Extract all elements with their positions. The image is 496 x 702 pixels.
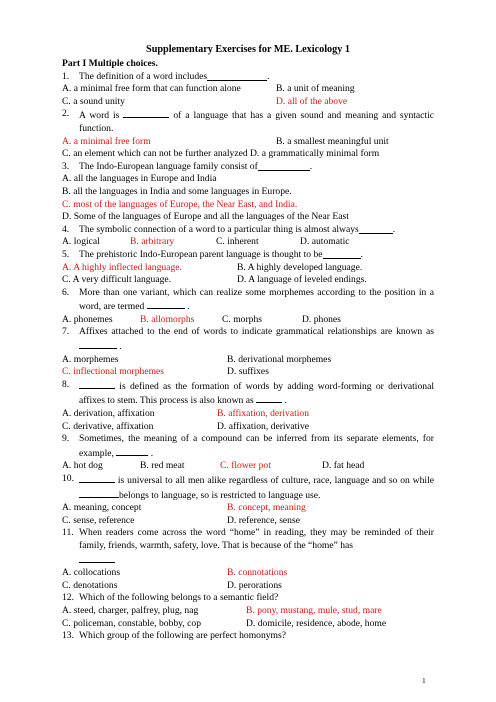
question-12: 12. Which of the following belongs to a semantic field? <box>62 592 279 604</box>
answer-blank <box>79 488 119 498</box>
question-1: 1. The definition of a word includes . <box>62 70 270 82</box>
options-row: A. A highly inflected language. B. A highly developed language. <box>62 261 363 273</box>
question-11: 11. When readers come across the word “home” in reading, they may be reminded of their family, friends, warmth, safety, love. That is because of the “home” has <box>62 527 434 567</box>
answer-blank <box>79 553 115 563</box>
answer-blank <box>79 473 115 483</box>
question-8: 8. is defined as the formation of words by adding word-forming or derivational affixes to stem. This process is also known as . <box>62 378 434 407</box>
correct-option: A. a minimal free form <box>62 135 151 147</box>
correct-option: C. inflectional morphemes <box>62 366 165 378</box>
answer-blank <box>116 446 148 456</box>
correct-option: B. pony, mustang, mule, stud, mare <box>246 604 382 616</box>
part-heading: Part I Multiple choices. <box>62 58 158 69</box>
answer-blank <box>79 339 117 349</box>
correct-option: C. flower pot <box>220 460 271 472</box>
options-row: C. derivative, affixation D. affixation, derivative <box>62 420 309 432</box>
options-row: A. a minimal free form B. a smallest meaningful unit <box>62 135 389 147</box>
options-row: C. A very difficult language. D. A language of leveled endings. <box>62 274 367 286</box>
options-row: A. phonemes B. allomorphs C. morphs D. phones <box>62 313 341 325</box>
exercise-content <box>62 58 434 643</box>
correct-option: B. affixation, derivation <box>217 408 310 420</box>
answer-blank <box>323 249 361 259</box>
options-row: A. logical B. arbitrary C. inherent D. automatic <box>62 236 350 248</box>
question-6: 6. More than one variant, which can realize some morphemes according to the position in a word, are termed . <box>62 286 434 313</box>
correct-option: C. most of the languages of Europe, the Near East, and India. <box>62 198 298 210</box>
page-number: 1 <box>422 676 426 685</box>
correct-option: B. allomorphs <box>140 313 195 325</box>
question-5: 5. The prehistoric Indo-European parent language is thought to be . <box>62 248 363 260</box>
correct-option: A. A highly inflected language. <box>62 261 182 273</box>
answer-blank <box>207 71 267 81</box>
options-row: A. collocations B. connotations <box>62 567 288 579</box>
question-13: 13. Which group of the following are perfect homonyms? <box>62 630 287 642</box>
answer-blank <box>258 161 310 171</box>
options-row: A. meaning, concept B. concept, meaning <box>62 502 306 514</box>
answer-blank <box>79 379 115 389</box>
answer-blank <box>359 224 393 234</box>
option: D. Some of the languages of Europe and all the languages of the Near East <box>62 211 349 223</box>
options-row: A. derivation, affixation B. affixation, derivation <box>62 408 310 420</box>
options-row: C. an element which can not be further analyzed D. a grammatically minimal form <box>62 148 380 160</box>
correct-option: D. all of the above <box>276 95 348 107</box>
question-10: 10. is universal to all men alike regardless of culture, race, language and so on while belongs to language, so is restricted to language use. <box>62 473 434 501</box>
options-row: C. inflectional morphemes D. suffixes <box>62 366 269 378</box>
option: B. all the languages in India and some languages in Europe. <box>62 185 292 197</box>
question-9: 9. Sometimes, the meaning of a compound can be inferred from its separate elements, for example, . <box>62 433 434 459</box>
question-2: 2. A word is of a language that has a given sound and meaning and syntactic function. <box>62 108 435 134</box>
options-row: A. hot dog B. red meat C. flower pot D. fat head <box>62 460 365 472</box>
question-3: 3. The Indo-European language family consist of . <box>62 160 313 172</box>
options-row: C. policeman, constable, bobby, cop D. domicile, residence, abode, home <box>62 617 387 629</box>
options-row: C. a sound unity D. all of the above <box>62 95 348 107</box>
options-row: C. sense, reference D. reference, sense <box>62 514 300 526</box>
question-4: 4. The symbolic connection of a word to a particular thing is almost always . <box>62 223 396 235</box>
options-row: A. a minimal free form that can function alone B. a unit of meaning <box>62 83 355 95</box>
options-row: A. morphemes B. derivational morphemes <box>62 353 332 365</box>
answer-blank <box>147 299 185 309</box>
answer-blank <box>256 393 282 403</box>
page-title: Supplementary Exercises for ME. Lexicology 1 <box>146 44 350 55</box>
question-7: 7. Affixes attached to the end of words to indicate grammatical relationships are known as . <box>62 326 434 353</box>
option: A. all the languages in Europe and India <box>62 173 217 185</box>
correct-option: B. concept, meaning <box>227 502 306 514</box>
correct-option: B. arbitrary <box>130 236 175 248</box>
options-row: C. denotations D. perorations <box>62 579 282 591</box>
options-row: A. steed, charger, palfrey, plug, nag B. pony, mustang, mule, stud, mare <box>62 604 382 616</box>
answer-blank <box>123 108 169 118</box>
correct-option: B. connotations <box>227 567 288 579</box>
